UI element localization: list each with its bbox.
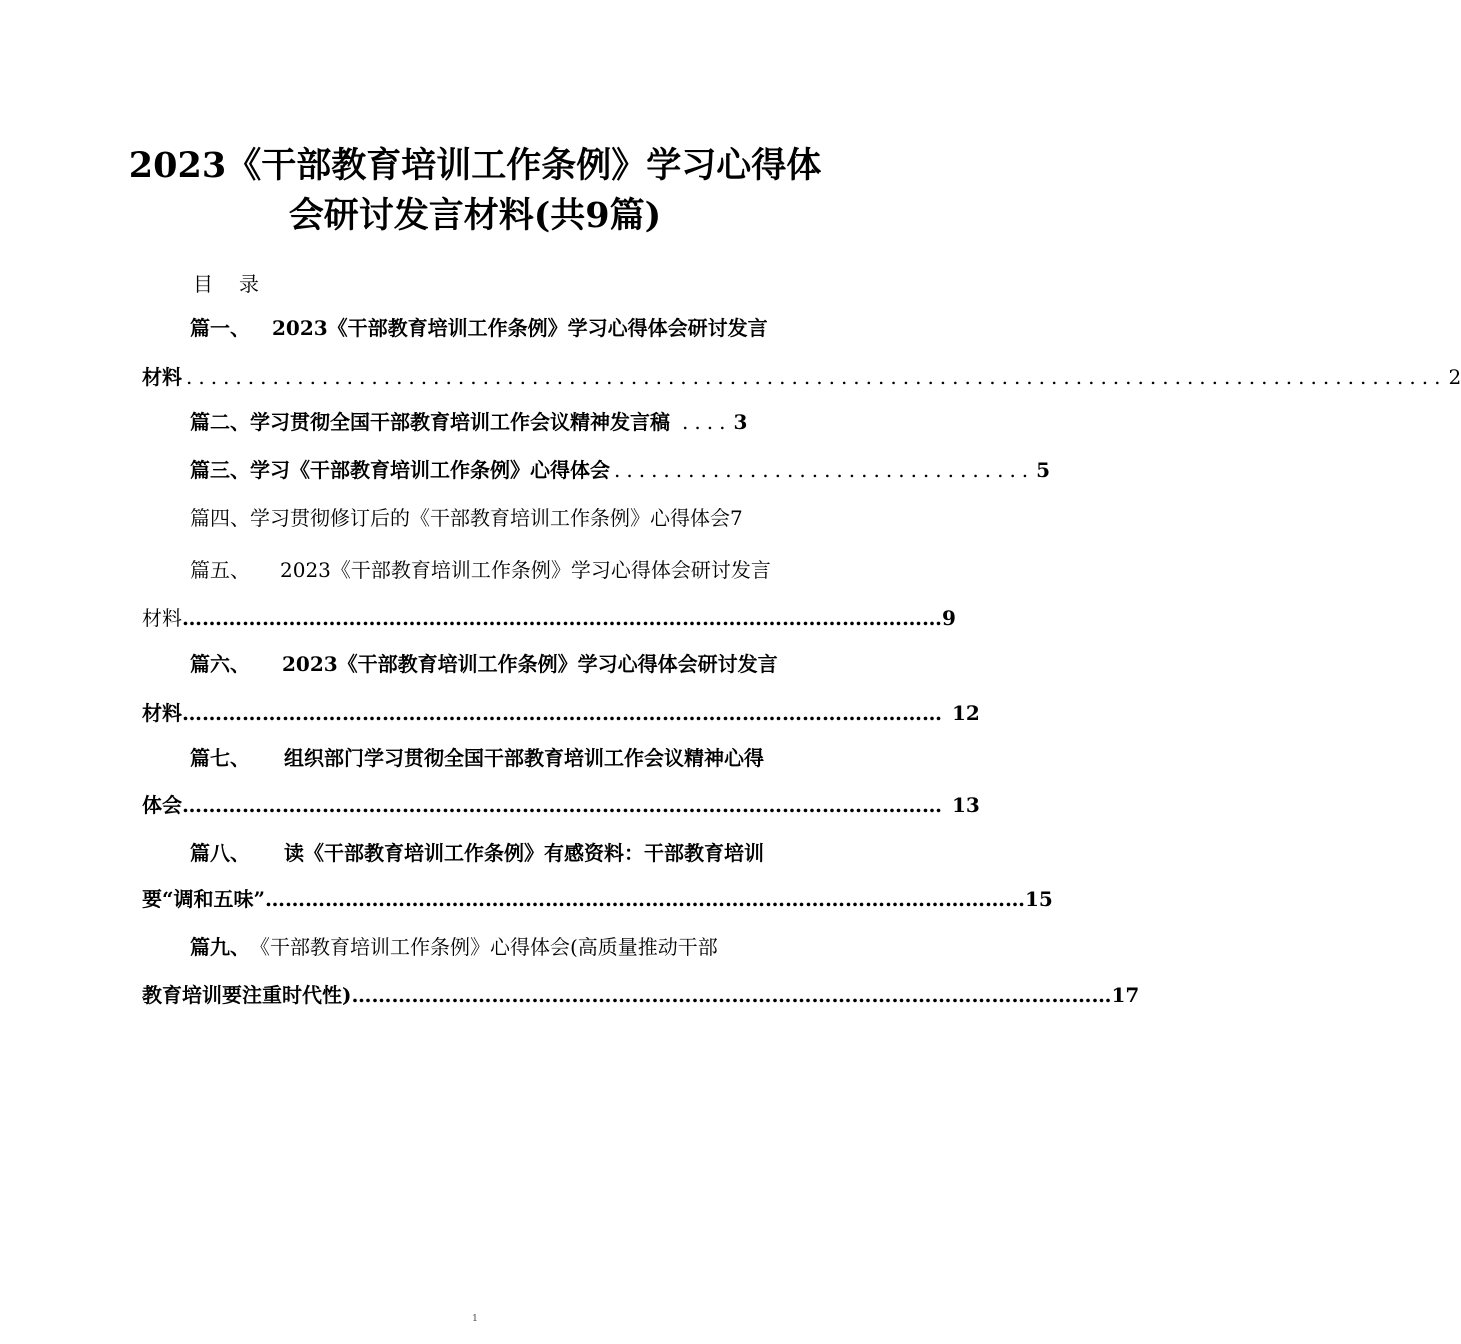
toc-prefix: 篇六、 bbox=[190, 652, 250, 676]
toc-title: 2023《干部教育培训工作条例》学习心得体会研讨发言 bbox=[280, 558, 771, 582]
toc-title: 读《干部教育培训工作条例》有感资料：干部教育培训 bbox=[284, 841, 764, 865]
document-title-line-1: 2023《干部教育培训工作条例》学习心得体 bbox=[128, 145, 822, 186]
toc-page-number: 13 bbox=[952, 793, 980, 817]
toc-entry-2[interactable]: 篇二、 学习贯彻全国干部教育培训工作会议精神发言稿 .... 3 bbox=[190, 407, 800, 437]
toc-page-number: 15 bbox=[1025, 887, 1053, 911]
toc-entry-5-cont[interactable]: 材料 …………………………………………………………………………………………………… 9 bbox=[142, 603, 799, 633]
toc-entry-5[interactable] bbox=[190, 555, 771, 585]
toc-prefix: 篇四、 bbox=[190, 506, 250, 530]
toc-page-number: 7 bbox=[730, 506, 743, 530]
toc-entry-1-cont[interactable]: 材料 ...................................................................................................... 2 bbox=[142, 362, 794, 392]
page-number-footer: 1 bbox=[472, 1314, 478, 1324]
toc-page-number: 17 bbox=[1111, 983, 1140, 1007]
toc-title-cont: 材料 bbox=[142, 606, 182, 630]
toc-entry-7-cont[interactable]: 体会 …………………………………………………………………………………………………… 13 bbox=[142, 790, 799, 820]
toc-entry-6-cont[interactable]: 材料 …………………………………………………………………………………………………… 12 bbox=[142, 698, 799, 728]
toc-title-cont: 体会 bbox=[142, 793, 182, 817]
toc-entry-8[interactable] bbox=[190, 838, 764, 868]
toc-prefix: 篇五、 bbox=[190, 558, 250, 582]
toc-prefix: 篇九、 bbox=[190, 935, 250, 959]
toc-page-number: 2 bbox=[1448, 365, 1461, 389]
toc-prefix: 篇二、 bbox=[190, 410, 250, 434]
toc-title: 学习贯彻修订后的《干部教育培训工作条例》心得体会 bbox=[250, 506, 730, 530]
toc-entry-9-cont[interactable]: 教育培训要注重时代性) …………………………………………………………………………………………………… 17 bbox=[142, 980, 799, 1010]
toc-title: 学习贯彻全国干部教育培训工作会议精神发言稿 bbox=[250, 410, 670, 434]
toc-entry-6[interactable] bbox=[190, 649, 778, 679]
toc-entry-1[interactable] bbox=[190, 313, 768, 343]
toc-heading: 目录 bbox=[193, 272, 285, 296]
toc-title: 组织部门学习贯彻全国干部教育培训工作会议精神心得 bbox=[284, 746, 764, 770]
toc-entry-9[interactable] bbox=[190, 932, 718, 962]
toc-entry-3[interactable]: 篇三、 学习《干部教育培训工作条例》心得体会 .................................. 5 bbox=[190, 455, 800, 485]
toc-page-number: 5 bbox=[1036, 458, 1051, 482]
toc-page-number: 9 bbox=[942, 606, 956, 630]
toc-page-number: 3 bbox=[733, 410, 748, 434]
toc-entry-8-cont[interactable]: 要“调和五味” …………………………………………………………………………………………………… 15 bbox=[142, 884, 799, 914]
toc-title-cont: 材料 bbox=[142, 701, 182, 725]
toc-entry-7[interactable] bbox=[190, 743, 764, 773]
document-title-line-2: 会研讨发言材料(共9篇) bbox=[288, 195, 662, 236]
toc-title: 学习《干部教育培训工作条例》心得体会 bbox=[250, 458, 610, 482]
toc-title-cont: 要“调和五味” bbox=[142, 887, 266, 911]
toc-title-cont: 材料 bbox=[142, 365, 182, 389]
toc-title: 2023《干部教育培训工作条例》学习心得体会研讨发言 bbox=[272, 316, 768, 340]
toc-title-cont: 教育培训要注重时代性) bbox=[142, 983, 352, 1007]
toc-prefix: 篇一、 bbox=[190, 316, 250, 340]
toc-title: 2023《干部教育培训工作条例》学习心得体会研讨发言 bbox=[282, 652, 778, 676]
toc-entry-4[interactable] bbox=[190, 503, 820, 533]
toc-prefix: 篇八、 bbox=[190, 841, 250, 865]
toc-prefix: 篇七、 bbox=[190, 746, 250, 770]
toc-prefix: 篇三、 bbox=[190, 458, 250, 482]
toc-page-number: 12 bbox=[952, 701, 980, 725]
toc-title: 《干部教育培训工作条例》心得体会(高质量推动干部 bbox=[250, 935, 718, 959]
